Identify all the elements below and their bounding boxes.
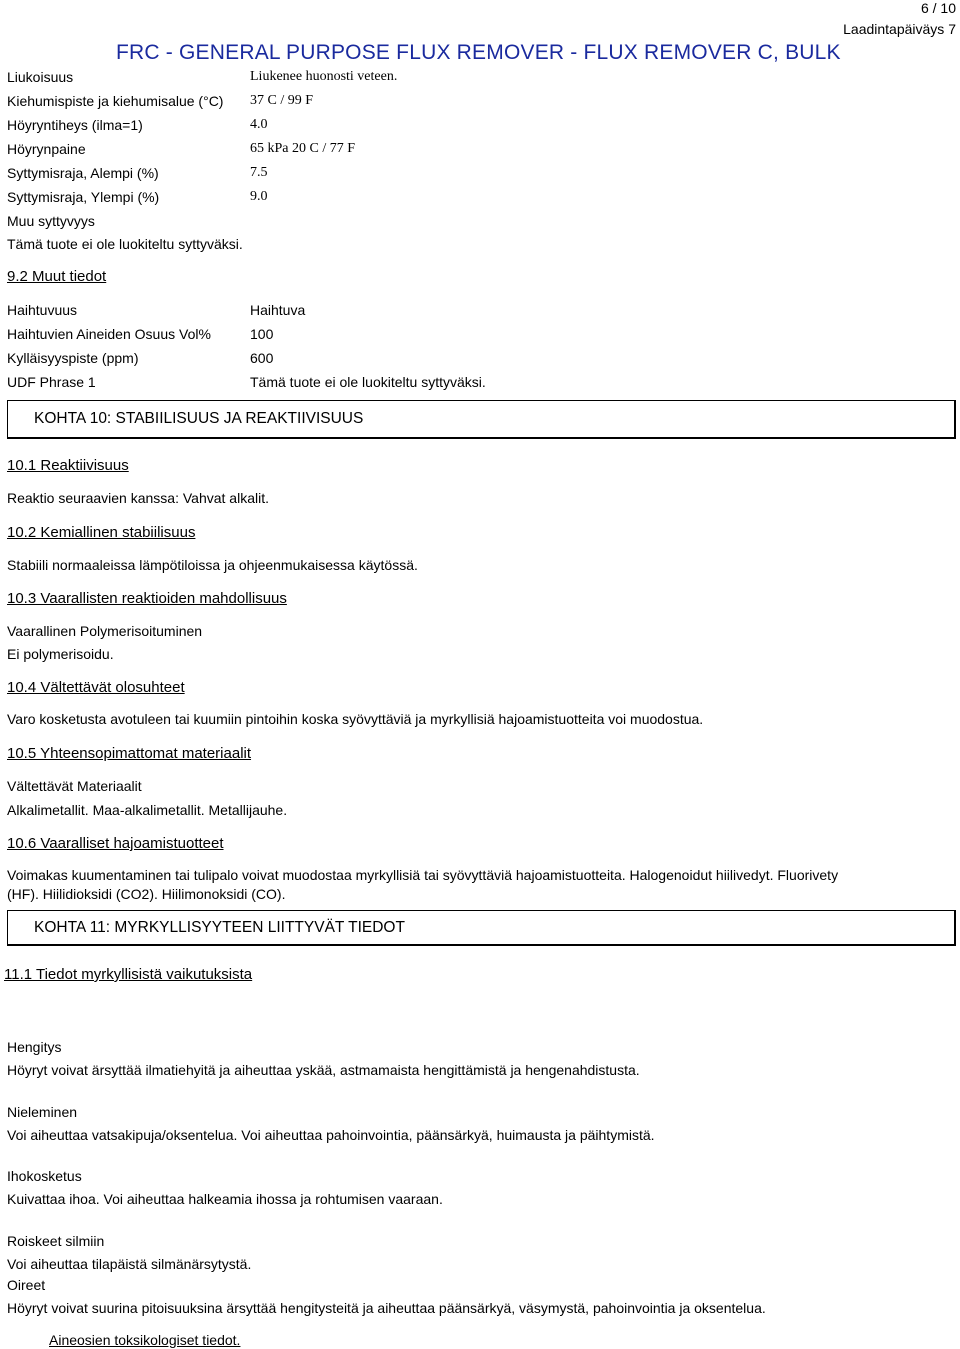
section-9-2-heading: 9.2 Muut tiedot: [7, 268, 107, 285]
section-10-title: KOHTA 10: STABIILISUUS JA REAKTIIVISUUS: [34, 410, 364, 427]
property-label: Syttymisraja, Alempi (%): [7, 165, 159, 181]
exposure-route-label: Hengitys: [7, 1039, 62, 1055]
exposure-route-text: Voi aiheuttaa vatsakipuja/oksentelua. Voi aiheuttaa pahoinvointia, päänsärkyä, huimausta ja päihtymistä.: [7, 1127, 655, 1143]
property-label: Liukoisuus: [7, 69, 74, 85]
other-info-label: Haihtuvien Aineiden Osuus Vol%: [7, 326, 211, 342]
exposure-route-text: Voi aiheuttaa tilapäistä silmänärsytystä.: [7, 1256, 252, 1272]
property-value: Liukenee huonosti veteen.: [250, 69, 398, 84]
section-10-4-heading: 10.4 Vältettävät olosuhteet: [7, 679, 185, 696]
revision-label: Laadintapäiväys 7: [843, 21, 956, 37]
section-10-5-label: Vältettävät Materiaalit: [7, 778, 142, 794]
property-value: 65 kPa 20 C / 77 F: [250, 141, 356, 156]
property-value: 9.0: [250, 189, 268, 204]
other-flammability-label: Muu syttyvyys: [7, 213, 95, 229]
section-10-2-heading: 10.2 Kemiallinen stabiilisuus: [7, 524, 196, 541]
property-label: Höyryntiheys (ilma=1): [7, 117, 143, 133]
section-11-title-box: [7, 910, 956, 946]
other-info-value: 100: [250, 326, 274, 342]
section-10-title-box: [7, 400, 956, 439]
property-value: 37 C / 99 F: [250, 93, 314, 108]
other-info-value: Tämä tuote ei ole luokiteltu syttyväksi.: [250, 374, 486, 390]
exposure-route-text: Kuivattaa ihoa. Voi aiheuttaa halkeamia ihossa ja rohtumisen vaaraan.: [7, 1191, 443, 1207]
property-label: Kiehumispiste ja kiehumisalue (°C): [7, 93, 224, 109]
section-10-3-text: Ei polymerisoidu.: [7, 646, 114, 662]
section-10-1-heading: 10.1 Reaktiivisuus: [7, 457, 129, 474]
section-10-3-heading: 10.3 Vaarallisten reaktioiden mahdollisuus: [7, 590, 287, 607]
section-10-2-text: Stabiili normaaleissa lämpötiloissa ja ohjeenmukaisessa käytössä.: [7, 557, 418, 573]
component-toxicology-link[interactable]: Aineosien toksikologiset tiedot.: [49, 1332, 241, 1348]
exposure-route-label: Nieleminen: [7, 1104, 78, 1120]
section-10-4-text: Varo kosketusta avotuleen tai kuumiin pintoihin koska syövyttäviä ja myrkyllisiä hajoamistuotteita voi muodostua.: [7, 711, 704, 727]
other-info-value: Haihtuva: [250, 302, 306, 318]
other-flammability-text: Tämä tuote ei ole luokiteltu syttyväksi.: [7, 236, 243, 252]
exposure-route-label: Roiskeet silmiin: [7, 1233, 105, 1249]
other-info-label: Kylläisyyspiste (ppm): [7, 350, 139, 366]
page-number: 6 / 10: [920, 0, 956, 16]
section-10-6-text: Voimakas kuumentaminen tai tulipalo voivat muodostaa myrkyllisiä tai syövyttäviä hajoamistuotteita. Halogenoidut hiilivedyt. Fluorivety (HF). Hiilidioksidi (CO2). Hiilimonoksidi (CO).: [7, 867, 839, 902]
section-11-title: KOHTA 11: MYRKYLLISYYTEEN LIITTYVÄT TIEDOT: [34, 919, 405, 936]
property-value: 7.5: [250, 165, 268, 180]
other-info-label: UDF Phrase 1: [7, 374, 96, 390]
section-10-5-text: Alkalimetallit. Maa-alkalimetallit. Metallijauhe.: [7, 802, 288, 818]
section-10-3-label: Vaarallinen Polymerisoituminen: [7, 623, 203, 639]
section-10-5-heading: 10.5 Yhteensopimattomat materiaalit: [7, 745, 252, 762]
exposure-route-label: Oireet: [7, 1277, 46, 1293]
section-11-1-heading: 11.1 Tiedot myrkyllisistä vaikutuksista: [4, 966, 253, 983]
other-info-value: 600: [250, 350, 274, 366]
property-value: 4.0: [250, 117, 268, 132]
other-info-label: Haihtuvuus: [7, 302, 78, 318]
section-10-6-heading: 10.6 Vaaralliset hajoamistuotteet: [7, 835, 224, 852]
property-label: Höyrynpaine: [7, 141, 86, 157]
exposure-route-text: Höyryt voivat suurina pitoisuuksina ärsyttää hengitysteitä ja aiheuttaa päänsärkyä, väsymystä, pahoinvointia ja oksentelua.: [7, 1300, 766, 1316]
section-10-1-text: Reaktio seuraavien kanssa: Vahvat alkalit.: [7, 490, 269, 506]
exposure-route-text: Höyryt voivat ärsyttää ilmatiehyitä ja aiheuttaa yskää, astmamaista hengittämistä ja hengenahdistusta.: [7, 1062, 640, 1078]
property-label: Syttymisraja, Ylempi (%): [7, 189, 160, 205]
document-title: FRC - GENERAL PURPOSE FLUX REMOVER - FLUX REMOVER C, BULK: [116, 41, 841, 64]
exposure-route-label: Ihokosketus: [7, 1168, 82, 1184]
